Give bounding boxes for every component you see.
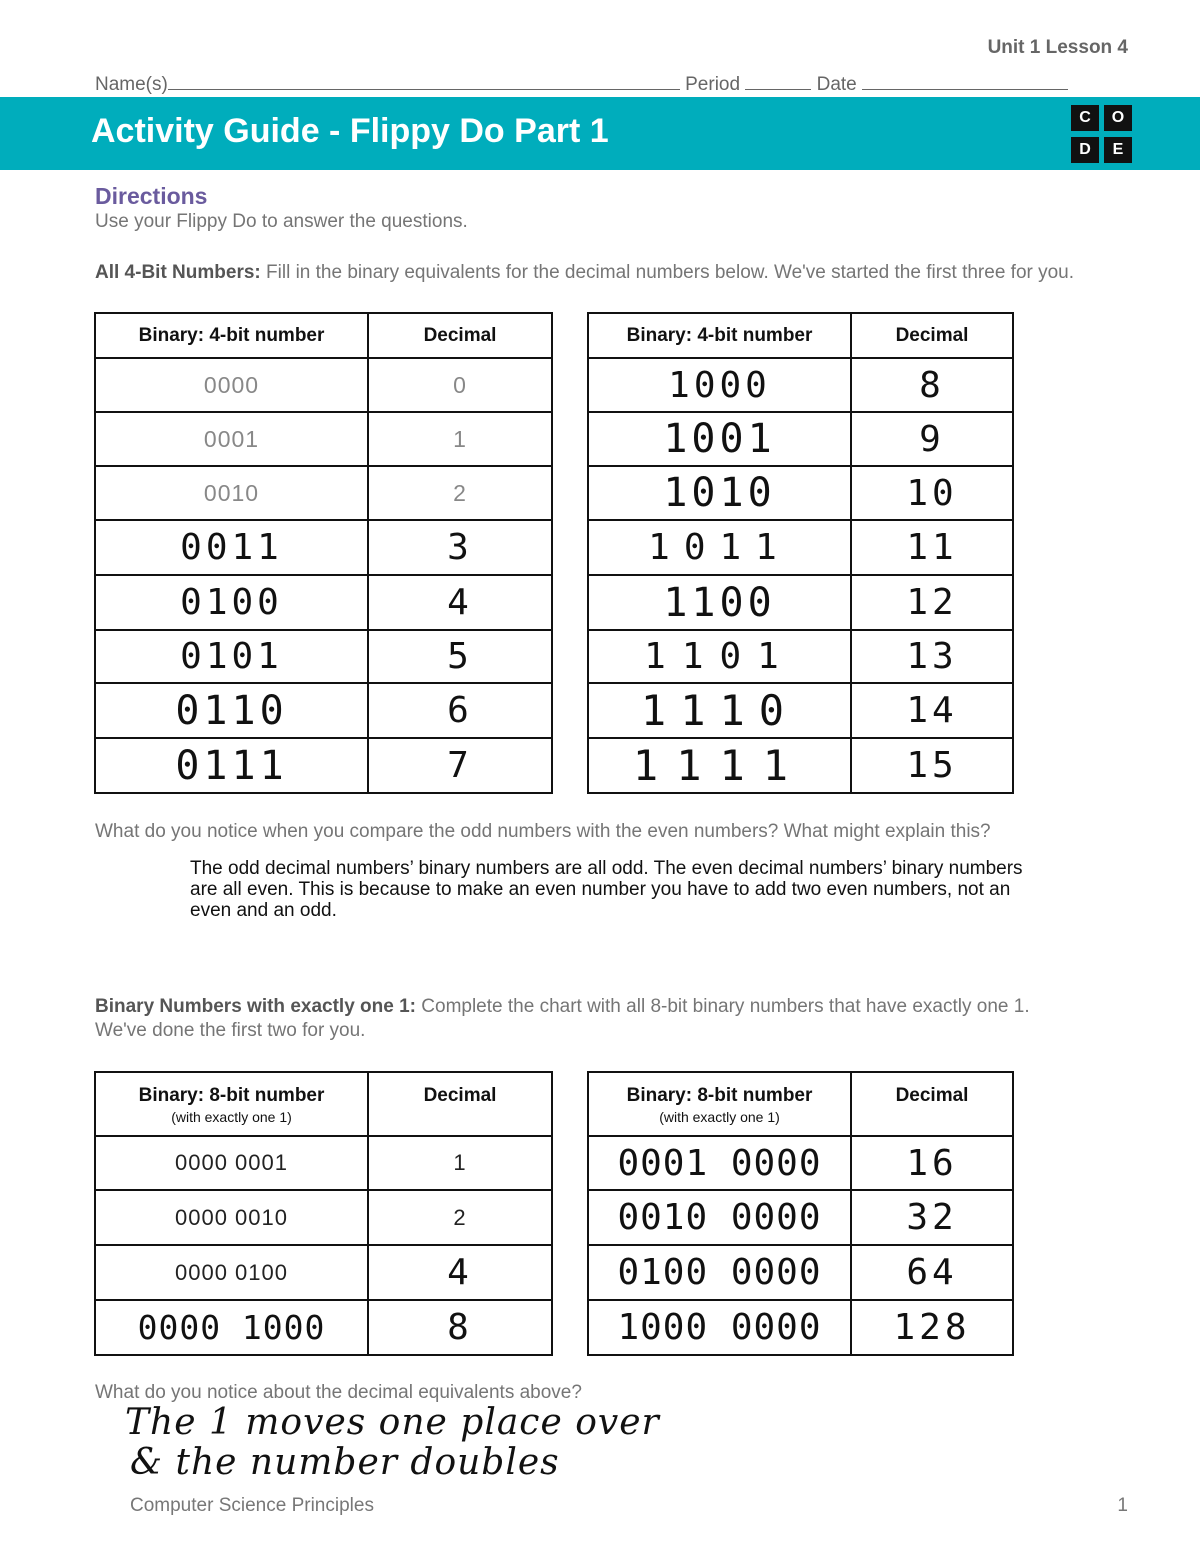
code-logo [1071,105,1133,163]
binary-answer-cell[interactable]: 0001 0000 [588,1136,851,1190]
col-header-binary [588,1072,851,1136]
page-title: Activity Guide - Flippy Do Part 1 [91,112,609,150]
binary-answer-cell[interactable]: 0011 [95,520,368,575]
binary-answer-cell[interactable]: 0010 0000 [588,1190,851,1245]
logo-letter: E [1104,137,1132,163]
decimal-answer-cell[interactable]: 15 [851,738,1013,793]
decimal-cell: 1 [368,412,552,466]
col-header-binary-sub: (with exactly one 1) [171,1109,292,1125]
col-header-binary-sub: (with exactly one 1) [659,1109,780,1125]
decimal-cell: 2 [368,1190,552,1245]
period-label: Period [685,74,741,95]
binary-answer-cell[interactable]: 1110 [588,683,851,738]
decimal-answer-cell[interactable]: 128 [851,1300,1013,1355]
section2-text: Complete the chart with all 8-bit binary numbers that have exactly one 1. [421,996,1030,1017]
binary-answer-cell[interactable]: 0000 1000 [95,1300,368,1355]
binary-answer-cell[interactable]: 1000 0000 [588,1300,851,1355]
binary-answer-cell[interactable]: 1100 [588,575,851,630]
section1-label: All 4-Bit Numbers: [95,262,261,283]
binary-cell: 0001 [95,412,368,466]
decimal-answer-cell[interactable]: 6 [368,683,552,738]
name-period-date-line [95,73,1068,96]
decimal-answer-cell[interactable]: 9 [851,412,1013,466]
decimal-answer-cell[interactable]: 10 [851,466,1013,520]
col-header-decimal: Decimal [368,313,552,358]
binary-answer-cell[interactable]: 0101 [95,630,368,683]
section2-label: Binary Numbers with exactly one 1: [95,996,416,1017]
period-blank[interactable] [745,73,811,90]
binary-cell: 0000 0100 [95,1245,368,1300]
decimal-answer-cell[interactable]: 8 [368,1300,552,1355]
binary-answer-cell[interactable]: 0111 [95,738,368,793]
eight-bit-table-right [587,1071,1014,1356]
decimal-cell: 2 [368,466,552,520]
section1-question: What do you notice when you compare the odd numbers with the even numbers? What might explain this? [95,821,991,842]
binary-answer-cell[interactable]: 1001 [588,412,851,466]
section2-question: What do you notice about the decimal equivalents above? [95,1382,582,1403]
col-header-binary: Binary: 4-bit number [588,313,851,358]
directions-heading: Directions [95,183,208,209]
footer-course: Computer Science Principles [130,1495,374,1516]
col-header-decimal: Decimal [368,1072,552,1136]
binary-cell: 0000 [95,358,368,412]
col-header-binary-label: Binary: 8-bit number [138,1085,325,1106]
binary-cell: 0000 0010 [95,1190,368,1245]
binary-answer-cell[interactable]: 1000 [588,358,851,412]
binary-answer-cell[interactable]: 1010 [588,466,851,520]
binary-answer-cell[interactable]: 0100 [95,575,368,630]
binary-answer-cell[interactable]: 1011 [588,520,851,575]
logo-letter: C [1071,105,1099,131]
name-label: Name(s) [95,74,168,95]
binary-cell: 0000 0001 [95,1136,368,1190]
decimal-cell: 0 [368,358,552,412]
section1-instruction [95,261,1125,285]
title-banner [0,97,1200,170]
footer-page-number: 1 [1117,1495,1128,1516]
date-label: Date [816,74,857,95]
four-bit-table-left [94,312,553,794]
section2-answer-line-1[interactable]: The 1 moves one place over [125,1402,660,1443]
eight-bit-table-left [94,1071,553,1356]
decimal-answer-cell[interactable]: 13 [851,630,1013,683]
decimal-answer-cell[interactable]: 7 [368,738,552,793]
binary-answer-cell[interactable]: 0100 0000 [588,1245,851,1300]
decimal-answer-cell[interactable]: 14 [851,683,1013,738]
four-bit-table-right [587,312,1014,794]
binary-cell: 0010 [95,466,368,520]
directions-text: Use your Flippy Do to answer the questions. [95,211,468,232]
name-blank[interactable] [168,73,680,90]
logo-letter: D [1071,137,1099,163]
binary-answer-cell[interactable]: 1101 [588,630,851,683]
logo-letter: O [1104,105,1132,131]
decimal-answer-cell[interactable]: 64 [851,1245,1013,1300]
binary-answer-cell[interactable]: 0110 [95,683,368,738]
section2-answer-line-2[interactable]: & the number doubles [130,1442,560,1483]
decimal-answer-cell[interactable]: 8 [851,358,1013,412]
decimal-answer-cell[interactable]: 3 [368,520,552,575]
decimal-answer-cell[interactable]: 11 [851,520,1013,575]
date-blank[interactable] [862,73,1068,90]
decimal-answer-cell[interactable]: 4 [368,1245,552,1300]
decimal-answer-cell[interactable]: 16 [851,1136,1013,1190]
decimal-answer-cell[interactable]: 5 [368,630,552,683]
col-header-decimal: Decimal [851,313,1013,358]
decimal-cell: 1 [368,1136,552,1190]
col-header-binary [95,1072,368,1136]
section2-text-2: We've done the first two for you. [95,1020,366,1041]
section1-text: Fill in the binary equivalents for the decimal numbers below. We've started the first three for you. [266,262,1075,283]
col-header-decimal: Decimal [851,1072,1013,1136]
col-header-binary-label: Binary: 8-bit number [626,1085,813,1106]
col-header-binary: Binary: 4-bit number [95,313,368,358]
decimal-answer-cell[interactable]: 32 [851,1190,1013,1245]
decimal-answer-cell[interactable]: 4 [368,575,552,630]
unit-lesson-label: Unit 1 Lesson 4 [987,37,1128,58]
binary-answer-cell[interactable]: 1111 [588,738,851,793]
section2-instruction [95,995,1125,1043]
decimal-answer-cell[interactable]: 12 [851,575,1013,630]
section1-answer[interactable]: The odd decimal numbers’ binary numbers are all odd. The even decimal numbers’ binary numbers are all even. This is because to make an even number you have to add two even numbers, not an even and an odd. [190,858,1023,921]
